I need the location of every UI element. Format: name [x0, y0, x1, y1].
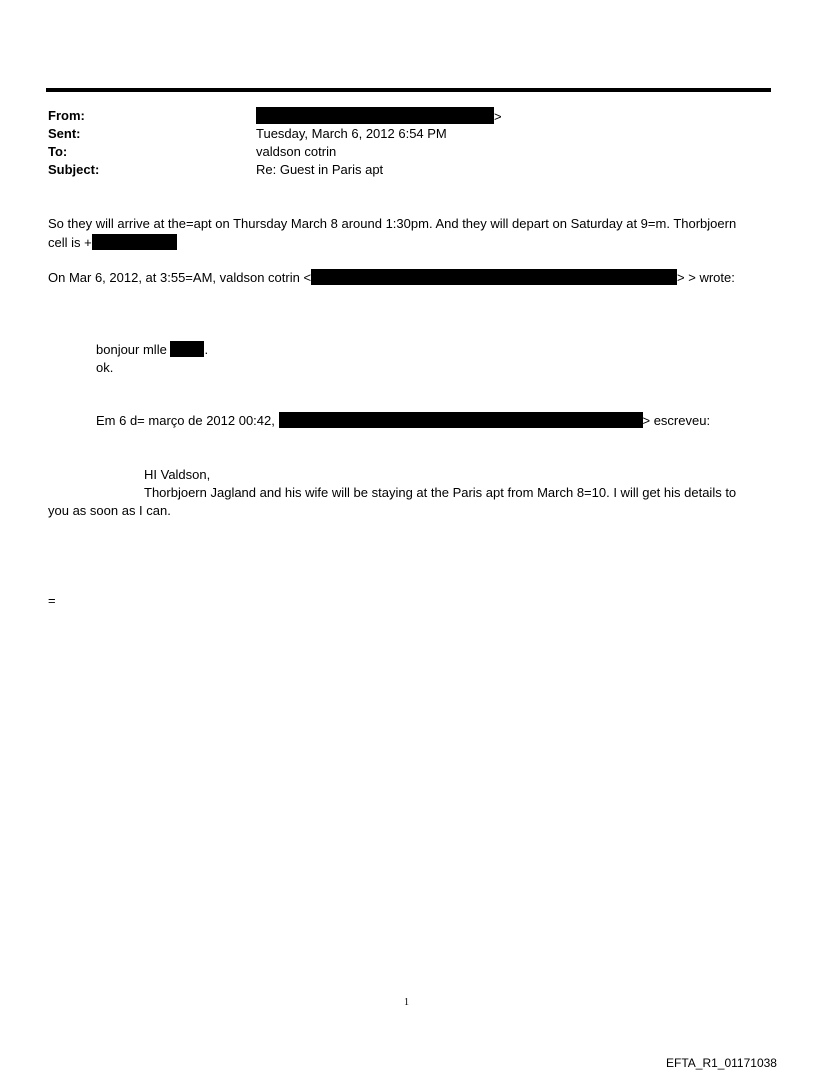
- trailing-equals: =: [48, 593, 56, 608]
- from-label: From:: [48, 108, 85, 123]
- quote-header: [48, 269, 735, 287]
- original-greeting: HI Valdson,: [144, 467, 211, 482]
- quote-header: [96, 412, 710, 430]
- from-value: [256, 107, 502, 126]
- reply-greeting-suffix: .: [204, 342, 209, 357]
- redaction-box: [256, 107, 494, 124]
- redaction-box: [279, 412, 643, 428]
- phone-prefix: cell is +: [48, 235, 92, 250]
- quote-header-prefix: Em 6 d= março de 2012 00:42,: [96, 413, 275, 428]
- body-paragraph-line: So they will arrive at the=apt on Thursday March 8 around 1:30pm. And they will depart on Saturday at 9=m. Thorbjoern: [48, 216, 737, 231]
- document-id: EFTA_R1_01171038: [666, 1056, 777, 1070]
- redaction-box: [170, 341, 204, 357]
- subject-label: Subject:: [48, 162, 100, 177]
- header-rule: [46, 88, 771, 92]
- quote-header-prefix: On Mar 6, 2012, at 3:55=AM, valdson cotrin <: [48, 270, 312, 285]
- reply-greeting: bonjour mlle: [96, 342, 167, 357]
- quote-header-suffix: > escreveu:: [642, 413, 711, 428]
- sent-label: Sent:: [48, 126, 81, 141]
- redaction-box: [92, 234, 177, 250]
- reply-line: [96, 341, 208, 359]
- to-label: To:: [48, 144, 68, 159]
- quote-header-suffix: > > wrote:: [677, 270, 735, 285]
- subject-value: Re: Guest in Paris apt: [256, 162, 384, 177]
- reply-line: ok.: [96, 360, 114, 375]
- original-line: you as soon as I can.: [48, 503, 171, 518]
- original-line: Thorbjoern Jagland and his wife will be staying at the Paris apt from March 8=10. I will get his details to: [144, 485, 737, 500]
- body-paragraph-line: [48, 234, 177, 252]
- to-value: valdson cotrin: [256, 144, 337, 159]
- page-number: 1: [404, 997, 409, 1008]
- redaction-box: [311, 269, 677, 285]
- sent-value: Tuesday, March 6, 2012 6:54 PM: [256, 126, 447, 141]
- from-suffix: >: [494, 109, 502, 124]
